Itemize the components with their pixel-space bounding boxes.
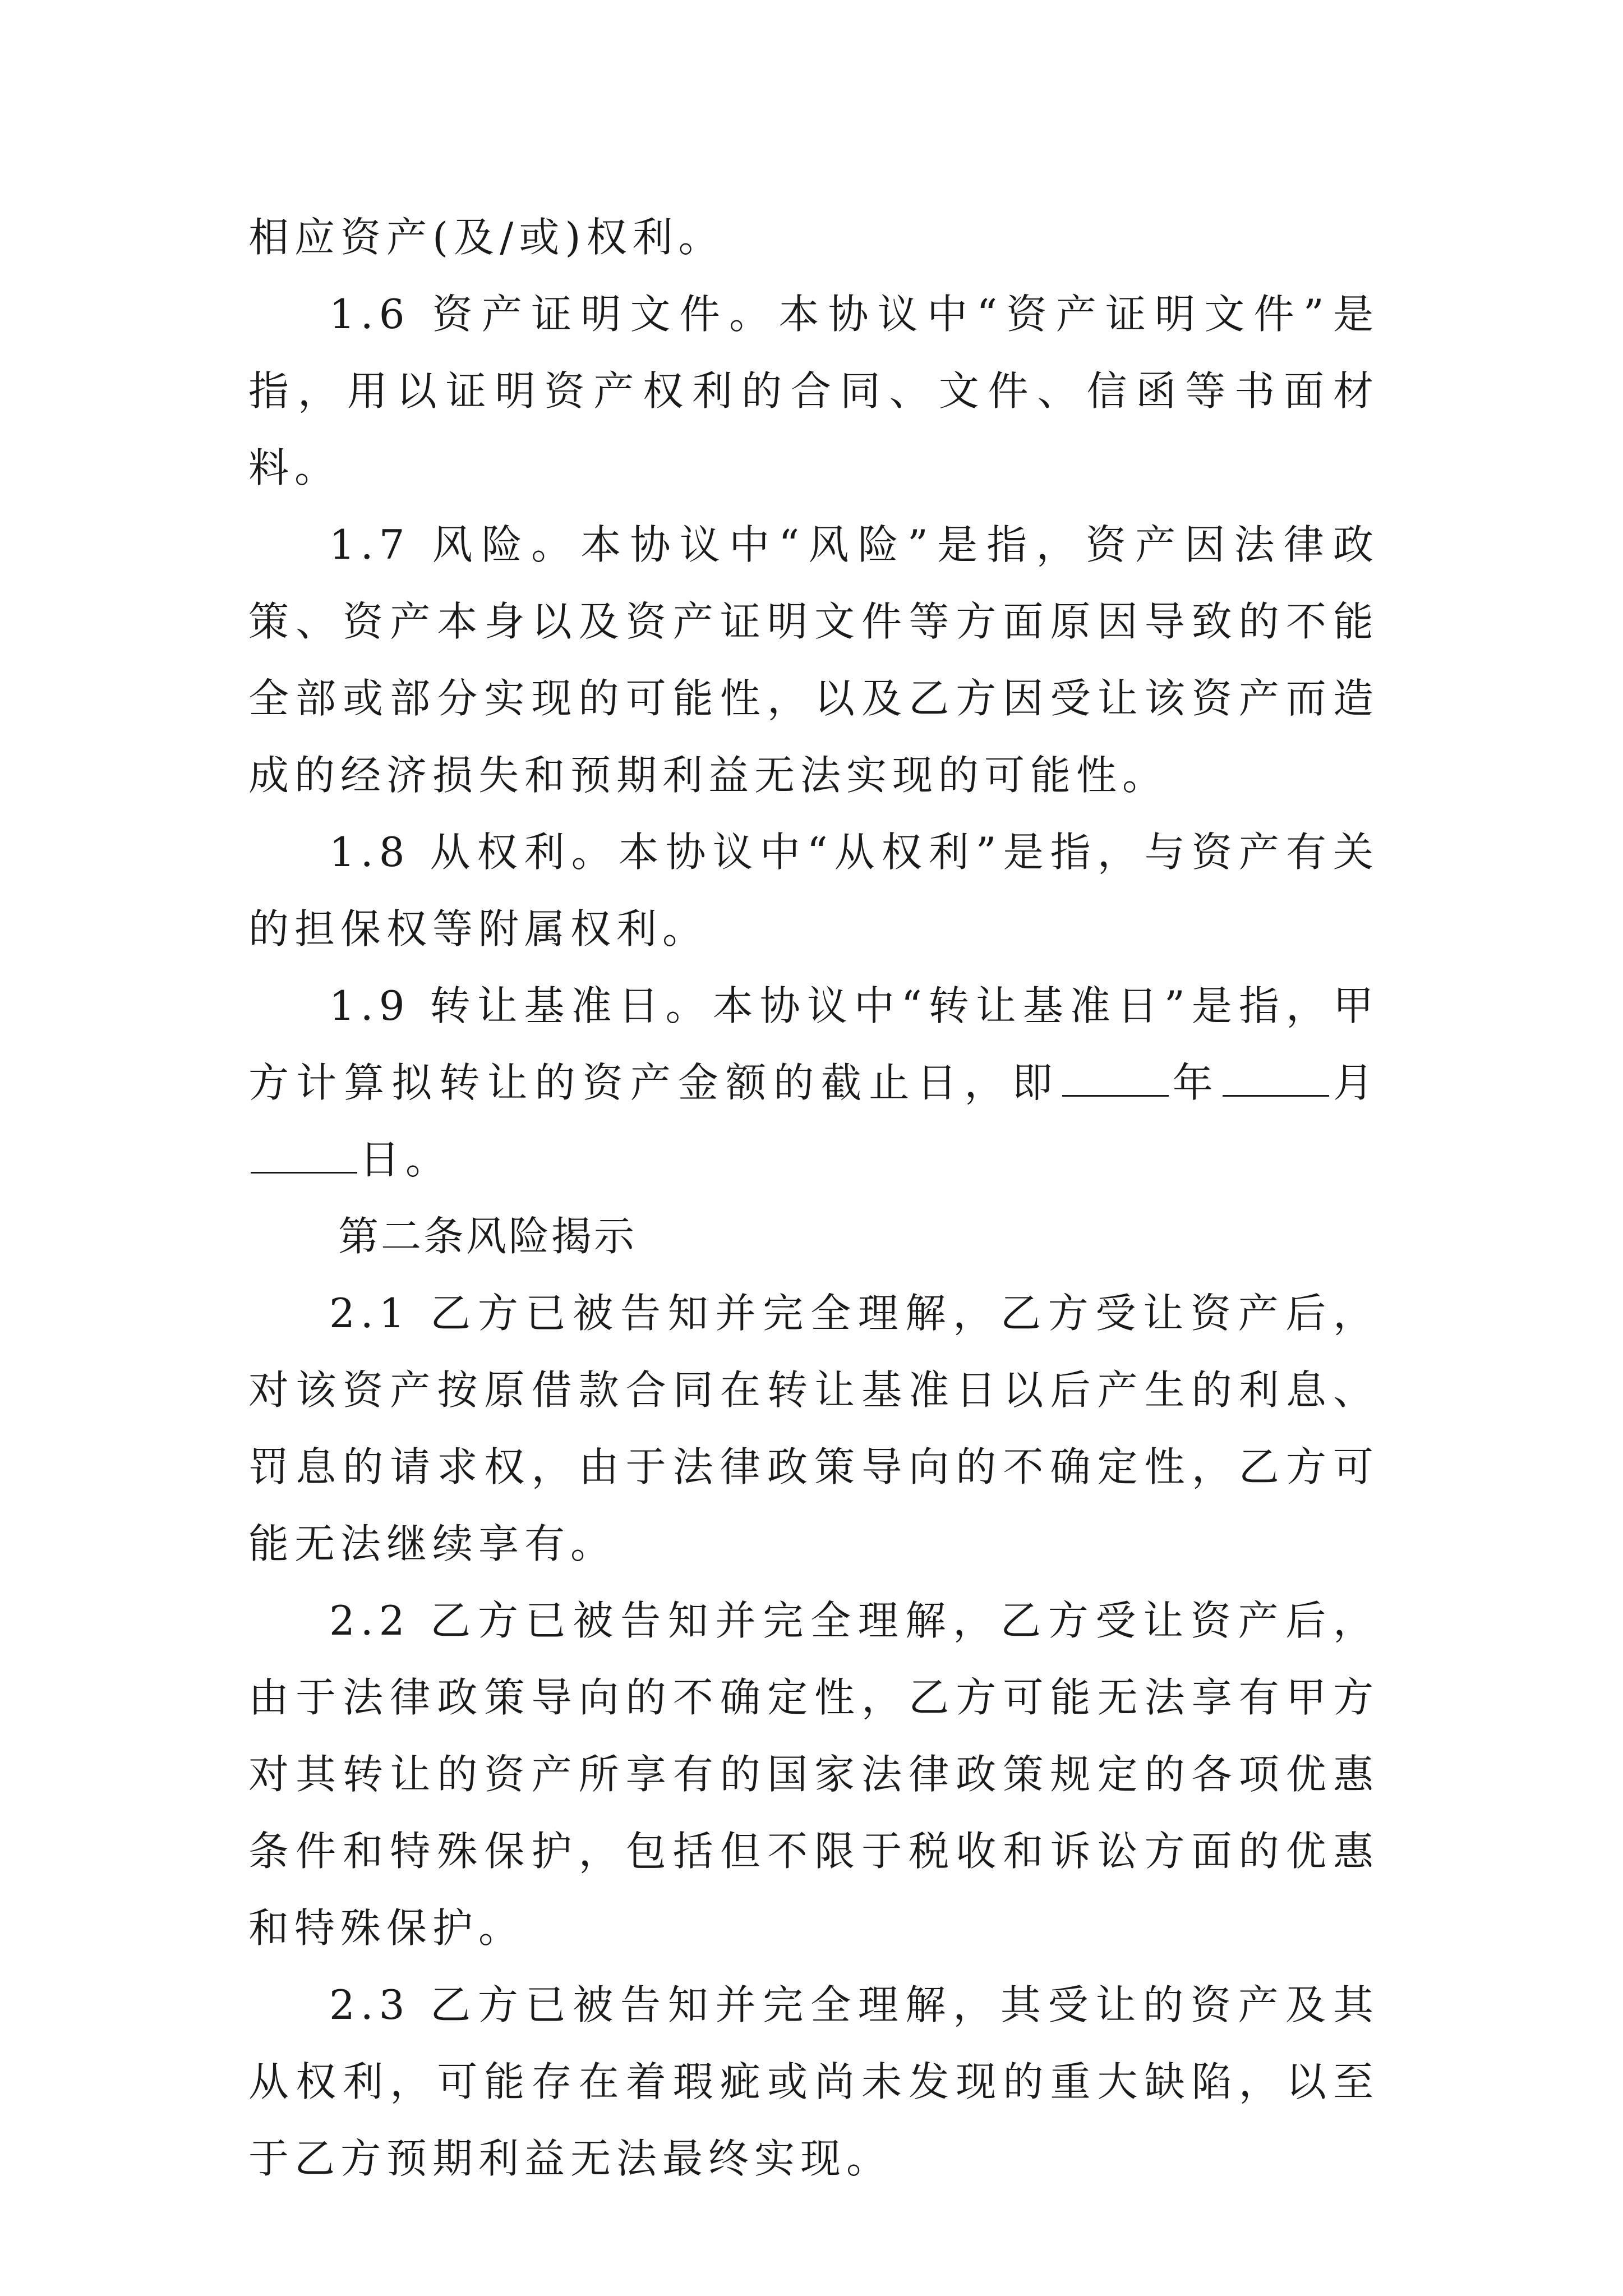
year-label: 年 <box>1170 1059 1220 1106</box>
month-label: 月 <box>1331 1059 1379 1106</box>
clause-2-1: 2.1 乙方已被告知并完全理解，乙方受让资产后，对该资产按原借款合同在转让基准日以后产生的利息、罚息的请求权，由于法律政策导向的不确定性，乙方可能无法继续享有。 <box>248 1290 1379 1567</box>
clause-2-3: 2.3 乙方已被告知并完全理解，其受让的资产及其从权利，可能存在着瑕疵或尚未发现的重大缺陷，以至于乙方预期利益无法最终实现。 <box>248 1981 1379 2182</box>
document-body <box>248 199 1379 2197</box>
clause-1-6: 1.6 资产证明文件。本协议中“资产证明文件”是指，用以证明资产权利的合同、文件、信函等书面材料。 <box>248 291 1379 491</box>
day-label: 日。 <box>359 1136 452 1183</box>
clause-2-2: 2.2 乙方已被告知并完全理解，乙方受让资产后，由于法律政策导向的不确定性，乙方可能无法享有甲方对其转让的资产所享有的国家法律政策规定的各项优惠条件和特殊保护，包括但不限于税收和诉讼方面的优惠和特殊保护。 <box>248 1597 1379 1952</box>
article-2-heading: 第二条风险揭示 <box>338 1213 637 1260</box>
clause-1-8: 1.8 从权利。本协议中“从权利”是指，与资产有关的担保权等附属权利。 <box>248 829 1379 953</box>
blank-month-field <box>1223 1061 1329 1097</box>
blank-day-field <box>251 1138 357 1174</box>
blank-year-field <box>1062 1061 1169 1097</box>
clause-1-9 <box>248 968 1379 1198</box>
clause-1-9-text: 1.9 转让基准日。本协议中“转让基准日”是指，甲方计算拟转让的资产金额的截止日，即 <box>248 982 1379 1106</box>
paragraph-continuation: 相应资产(及/或)权利。 <box>248 214 725 261</box>
clause-1-7: 1.7 风险。本协议中“风险”是指，资产因法律政策、资产本身以及资产证明文件等方面原因导致的不能全部或部分实现的可能性，以及乙方因受让该资产而造成的经济损失和预期利益无法实现的可能性。 <box>248 521 1379 799</box>
